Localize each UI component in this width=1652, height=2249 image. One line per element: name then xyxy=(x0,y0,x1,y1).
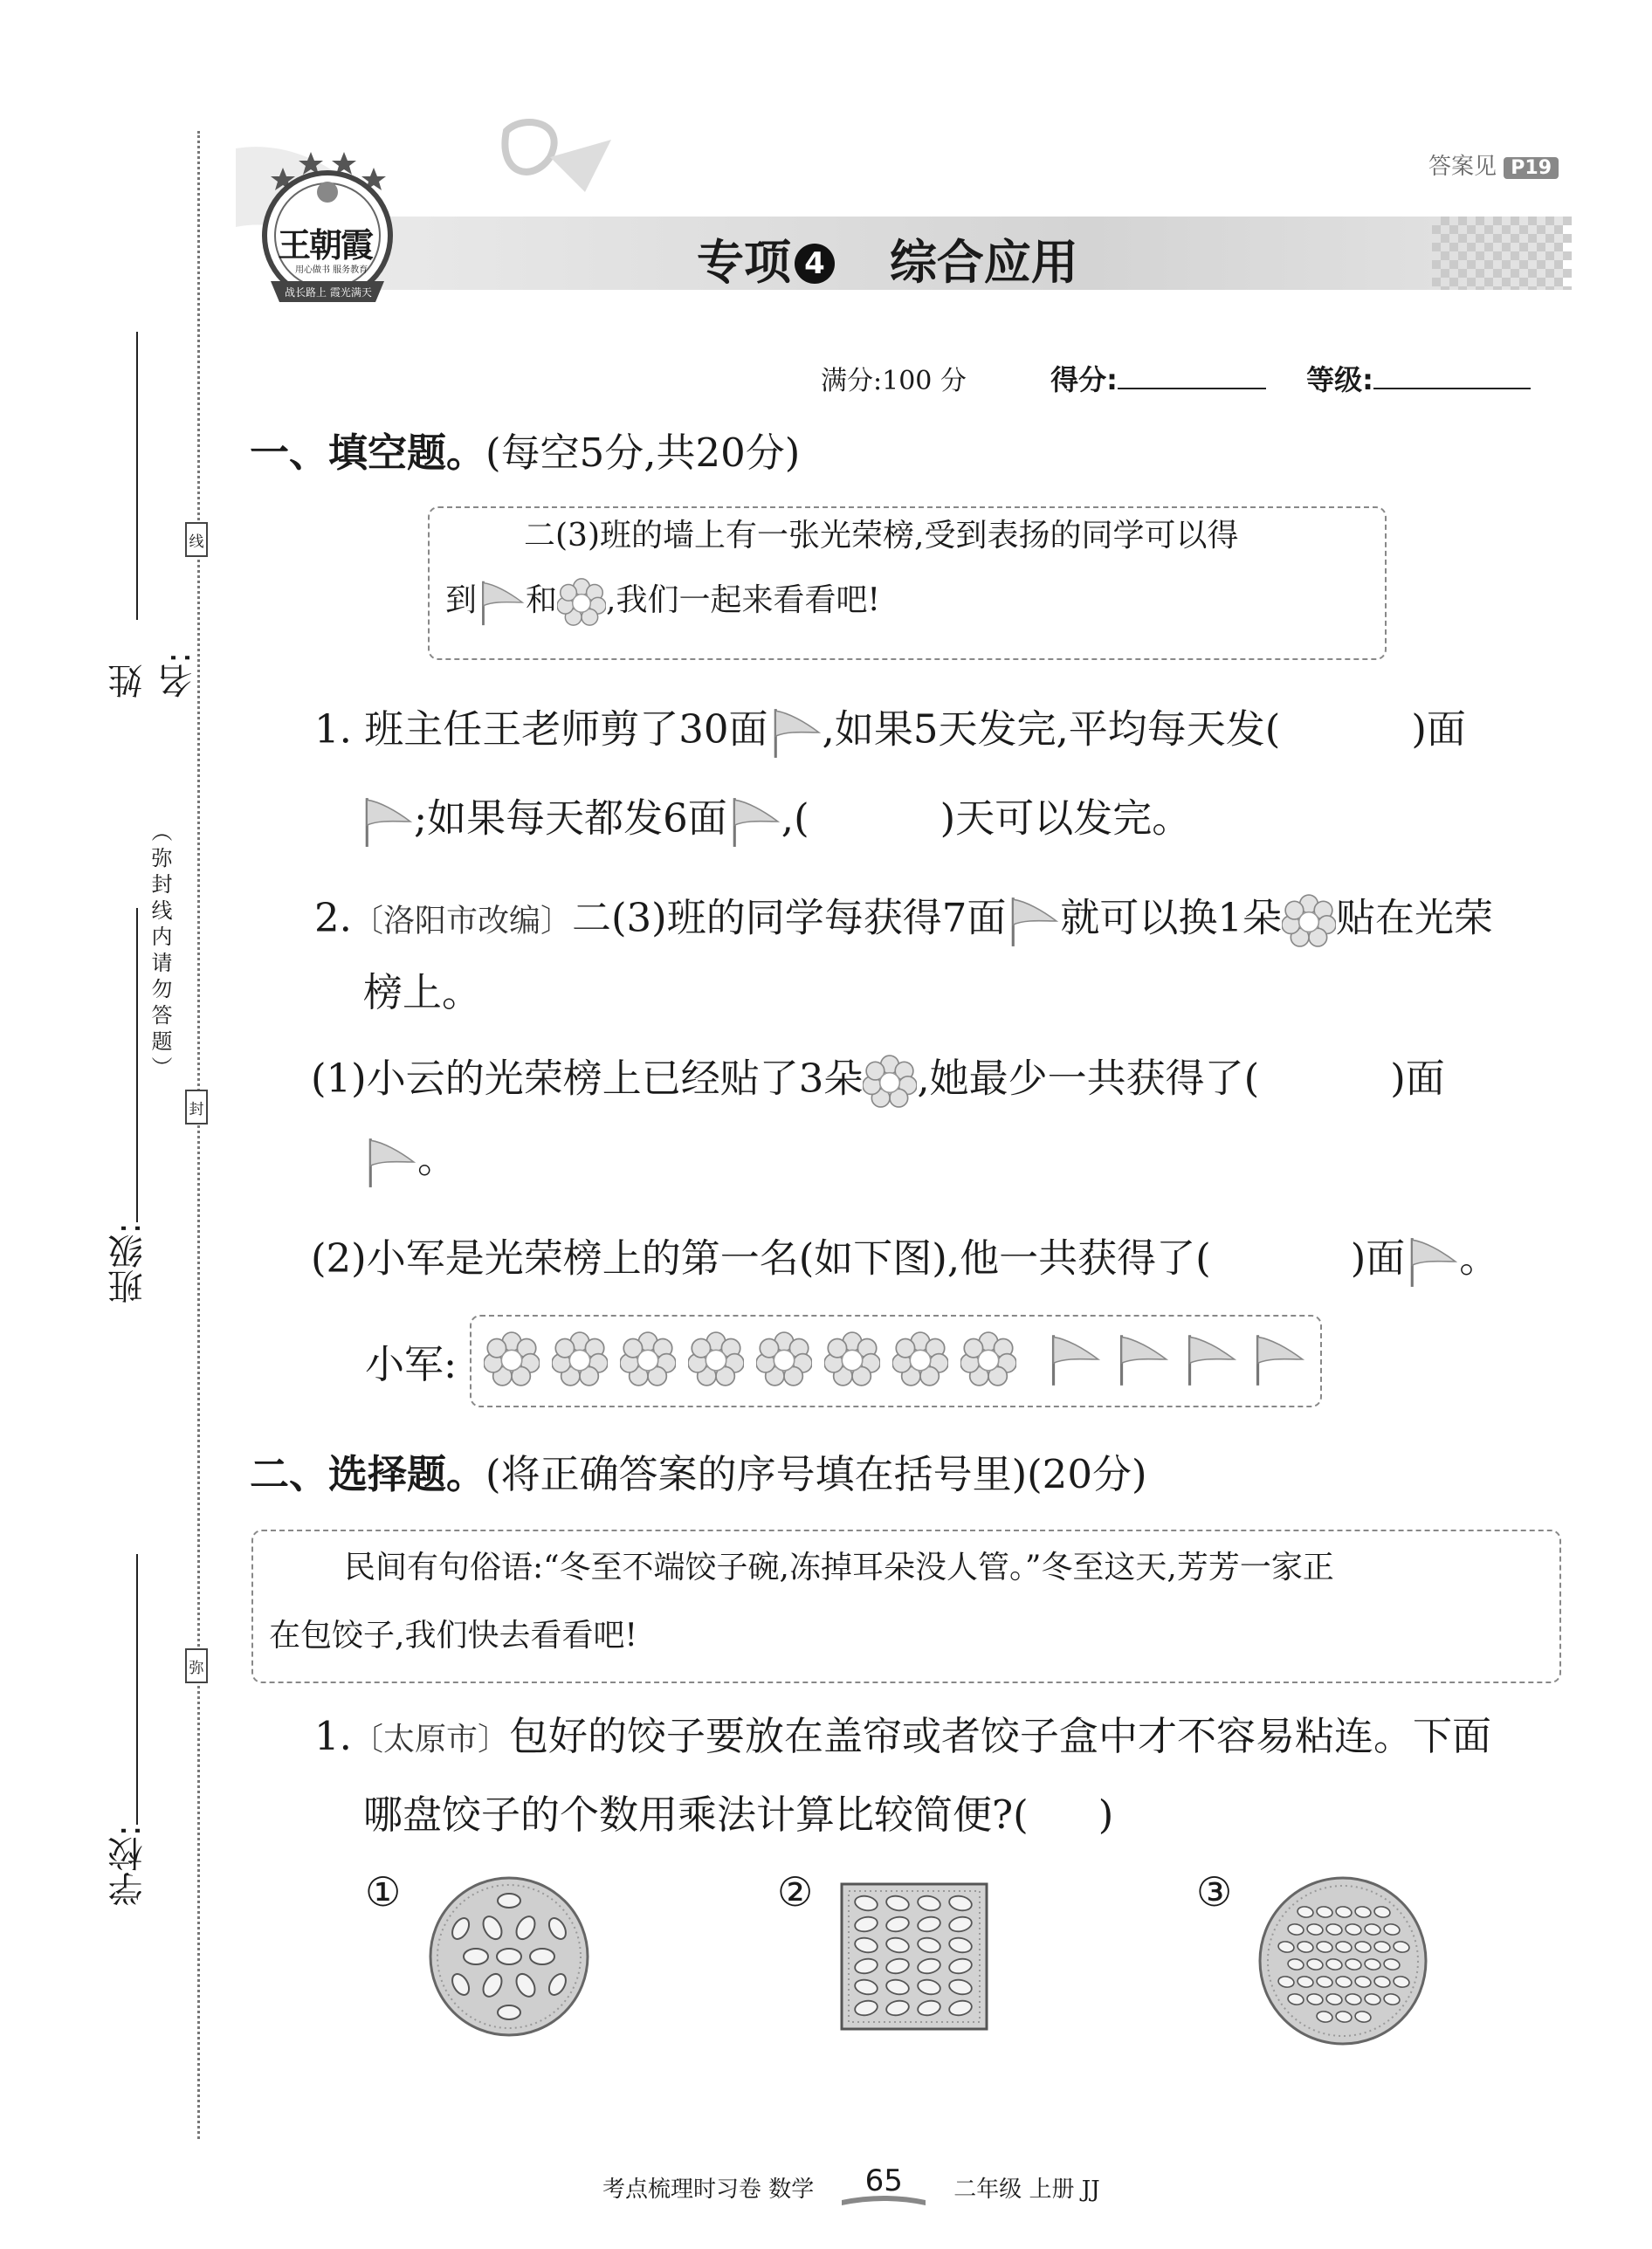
grade-blank[interactable] xyxy=(1373,388,1531,389)
s2-intro-text-1: 民间有句俗语:“冬至不端饺子碗,冻掉耳朵没人管。”冬至这天,芳芳一家正 xyxy=(344,1550,1334,1585)
intro-line-1 xyxy=(445,520,1238,552)
section1-title: 一、填空题。 xyxy=(250,430,486,476)
q1-text-f: )天可以发完。 xyxy=(940,794,1192,842)
s2-question-1-line1 xyxy=(314,1713,1491,1759)
q2-text-d: 贴在光荣 xyxy=(1335,894,1493,941)
dumpling xyxy=(464,1949,488,1964)
title-prefix: 专项 xyxy=(697,235,791,290)
xiaojun-label: 小军: xyxy=(365,1341,458,1387)
s1-question-2-1-line1 xyxy=(311,1055,1445,1109)
page-number-badge xyxy=(838,2165,929,2209)
flower-icon xyxy=(620,1331,676,1387)
s1-question-2-line1 xyxy=(314,894,1493,948)
intro-text-2c: ,我们一起来看看吧! xyxy=(606,582,880,618)
score-blank[interactable] xyxy=(1118,388,1266,389)
title-number-badge xyxy=(795,244,835,284)
score-label: 得分: xyxy=(1050,363,1118,396)
s2-intro-line-1 xyxy=(269,1552,1334,1584)
s2q1-text-d: ) xyxy=(1098,1792,1114,1838)
q1-text-d: ;如果每天都发6面 xyxy=(414,794,727,842)
flag-icon xyxy=(1405,1235,1459,1289)
section2-heading xyxy=(250,1451,1147,1497)
s2q1-text-b: 包好的饺子要放在盖帘或者饺子盒中才不容易粘连。下面 xyxy=(508,1713,1491,1759)
name-field[interactable] xyxy=(103,332,198,698)
class-underline xyxy=(136,908,138,1222)
intro-line-2 xyxy=(445,578,1238,627)
dumpling xyxy=(497,1949,521,1964)
q1-text-b: ,如果5天发完,平均每天发( xyxy=(822,705,1281,753)
flower-icon xyxy=(863,1055,917,1109)
seal-marker: 封 xyxy=(185,1090,208,1124)
flag-icon xyxy=(768,705,823,760)
line-marker: 线 xyxy=(185,522,208,557)
intro-text-1: 二(3)班的墙上有一张光荣榜,受到表扬的同学可以得 xyxy=(524,518,1239,554)
section1-intro xyxy=(445,520,1238,627)
flower-icon xyxy=(484,1331,540,1387)
s2-question-1-line2 xyxy=(363,1792,1114,1838)
q2-2-text-c: 。 xyxy=(1459,1235,1499,1282)
q2-source: 〔洛阳市改编〕 xyxy=(351,903,572,939)
s2q1-text-c: 哪盘饺子的个数用乘法计算比较简便?( xyxy=(363,1792,1029,1838)
intro-text-2b: 和 xyxy=(526,582,558,618)
s2-intro-text-2: 在包饺子,我们快去看看吧! xyxy=(269,1618,637,1654)
section2-note: (将正确答案的序号填在括号里)(20分) xyxy=(485,1451,1147,1497)
flag-icon xyxy=(1114,1331,1170,1387)
grade-label: 等级: xyxy=(1306,363,1373,396)
q1-text-c: )面 xyxy=(1411,705,1466,753)
footer-left: 考点梳理时习卷 数学 xyxy=(602,2176,815,2203)
q2-text-c: 就可以换1朵 xyxy=(1060,894,1282,941)
page-title xyxy=(697,225,1078,292)
dumpling xyxy=(498,1894,520,1908)
answer-ref-text: 答案见 xyxy=(1428,154,1497,180)
flower-icon xyxy=(557,578,606,627)
q1-text-e: ,( xyxy=(781,794,809,842)
mi-marker: 弥 xyxy=(185,1648,208,1683)
intro-text-2a: 到 xyxy=(445,582,478,618)
title-text: 综合应用 xyxy=(889,235,1078,290)
flower-icon xyxy=(1282,894,1336,948)
q2-2-text-b: )面 xyxy=(1350,1235,1406,1282)
option-1-marker: ① xyxy=(365,1868,402,1915)
q2-1-text-b: ,她最少一共获得了( xyxy=(917,1055,1260,1102)
option-2[interactable] xyxy=(777,1868,813,1915)
flower-icon xyxy=(688,1331,744,1387)
score-bar xyxy=(821,358,1531,398)
option-3-marker: ③ xyxy=(1196,1868,1233,1915)
q2-text-e: 榜上。 xyxy=(363,969,482,1015)
flower-icon xyxy=(824,1331,880,1387)
flag-icon xyxy=(1250,1331,1306,1387)
school-label: 学校: xyxy=(108,1825,148,1907)
footer-right: 二年级 上册 JJ xyxy=(953,2176,1100,2203)
round-plate-many-dumplings xyxy=(1257,1875,1428,2046)
banner-checker xyxy=(1432,217,1572,290)
flower-icon xyxy=(892,1331,948,1387)
flag-icon xyxy=(1006,894,1060,948)
flag-icon xyxy=(360,794,414,849)
flag-icon xyxy=(1182,1331,1238,1387)
title-number: 4 xyxy=(804,246,825,281)
option-2-marker: ② xyxy=(777,1868,814,1915)
name-underline xyxy=(136,332,138,620)
xiaojun-row xyxy=(484,1331,1306,1388)
school-field[interactable] xyxy=(103,1554,155,1929)
s1-question-2-1-line2 xyxy=(363,1135,457,1189)
option-3[interactable] xyxy=(1196,1868,1232,1915)
q1-text-a: 1. 班主任王老师剪了30面 xyxy=(314,705,768,753)
flag-icon xyxy=(727,794,781,849)
flower-icon xyxy=(960,1331,1016,1387)
page-number: 65 xyxy=(864,2163,903,2198)
flag-icon xyxy=(477,578,526,627)
binding-dotted-line xyxy=(197,131,200,2139)
section2-title: 二、选择题。 xyxy=(250,1451,486,1497)
flag-icon xyxy=(363,1135,417,1189)
section1-heading xyxy=(250,430,801,476)
section1-note: (每空5分,共20分) xyxy=(485,430,801,476)
s2-intro-line-2 xyxy=(269,1620,1334,1652)
answer-reference xyxy=(1428,148,1559,181)
s1-question-1-line2 xyxy=(360,794,1191,849)
q2-1-text-d: 。 xyxy=(417,1135,458,1182)
answer-ref-page: P19 xyxy=(1504,157,1559,179)
school-underline xyxy=(136,1554,138,1825)
logo-sub2: 战长路上 霞光满天 xyxy=(285,286,372,299)
s1-question-2-line2 xyxy=(363,969,482,1015)
dumpling xyxy=(530,1949,554,1964)
option-1[interactable] xyxy=(365,1868,401,1915)
q2-1-text-c: )面 xyxy=(1390,1055,1445,1102)
logo-text: 王朝霞 xyxy=(278,225,373,265)
round-plate-radial-dumplings xyxy=(428,1875,590,2038)
class-label: 班级: xyxy=(108,1222,148,1304)
flower-icon xyxy=(756,1331,812,1387)
seal-note: （弥封线内请勿答题） xyxy=(148,821,172,1083)
brand-logo xyxy=(253,141,402,316)
s2q1-text-a: 1. xyxy=(314,1713,352,1759)
s1-question-1-line1 xyxy=(314,705,1466,760)
dumpling xyxy=(498,2005,520,2019)
logo-sub1: 用心做书 服务教育 xyxy=(295,265,368,275)
full-score: 满分:100 分 xyxy=(821,366,967,396)
flag-icon xyxy=(1046,1331,1102,1387)
footer xyxy=(602,2165,1100,2209)
section2-intro xyxy=(269,1552,1334,1652)
q2-text-a: 2. xyxy=(314,894,352,941)
name-label: 姓名: xyxy=(108,651,198,698)
q2-2-text-a: (2)小军是光荣榜上的第一名(如下图),他一共获得了( xyxy=(311,1235,1211,1282)
q2-text-b: 二(3)班的同学每获得7面 xyxy=(571,894,1007,941)
s2q1-source: 〔太原市〕 xyxy=(351,1722,509,1757)
square-box-grid-dumplings xyxy=(840,1882,988,2031)
q2-1-text-a: (1)小云的光荣榜上已经贴了3朵 xyxy=(311,1055,864,1102)
flower-icon xyxy=(552,1331,608,1387)
s1-question-2-2 xyxy=(311,1235,1498,1289)
